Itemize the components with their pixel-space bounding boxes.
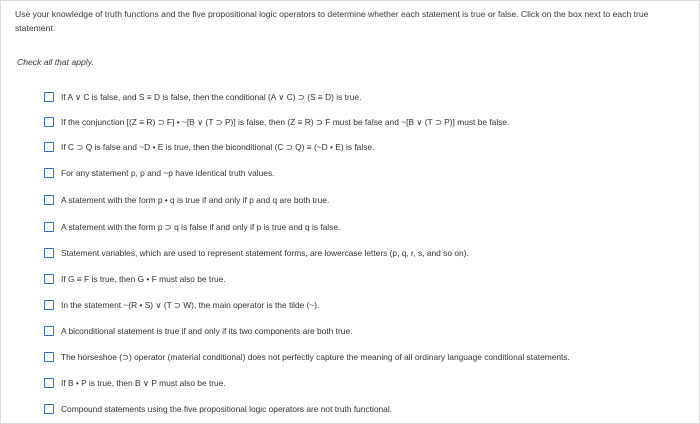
option-item[interactable] (44, 90, 361, 104)
option-item[interactable] (44, 115, 509, 129)
option-label: In the statement ~(R • S) ∨ (T ⊃ W), the main operator is the tilde (~). (61, 300, 320, 310)
option-item[interactable] (44, 402, 392, 416)
option-item[interactable] (44, 298, 319, 312)
option-label: A statement with the form p • q is true if and only if p and q are both true. (61, 195, 330, 205)
option-item[interactable] (44, 246, 469, 260)
option-item[interactable] (44, 166, 274, 180)
option-checkbox[interactable] (44, 117, 54, 127)
option-label: A biconditional statement is true if and only if its two components are both true. (61, 326, 353, 336)
option-item[interactable] (44, 376, 226, 390)
option-label: If the conjunction [(Z ≡ R) ⊃ F] • ~[B ∨ (T ⊃ P)] is false, then (Z ≡ R) ⊃ F must be false and ~[B ∨ (T ⊃ P)] must be false. (61, 117, 510, 127)
option-label: If A ∨ C is false, and S ≡ D is false, then the conditional (A ∨ C) ⊃ (S ≡ D) is true. (61, 92, 362, 102)
option-checkbox[interactable] (44, 142, 54, 152)
option-checkbox[interactable] (44, 92, 54, 102)
option-item[interactable] (44, 220, 340, 234)
option-checkbox[interactable] (44, 352, 54, 362)
option-checkbox[interactable] (44, 222, 54, 232)
option-item[interactable] (44, 193, 329, 207)
option-checkbox[interactable] (44, 326, 54, 336)
option-label: If G ≡ F is true, then G • F must also be true. (61, 274, 226, 284)
option-checkbox[interactable] (44, 195, 54, 205)
option-item[interactable] (44, 324, 352, 338)
option-checkbox[interactable] (44, 274, 54, 284)
option-label: For any statement p, p and ~p have identical truth values. (61, 168, 275, 178)
question-instructions: Use your knowledge of truth functions and the five propositional logic operators to determine whether each statement is true or false. Click on the box next to each true statement. (15, 9, 649, 33)
option-checkbox[interactable] (44, 404, 54, 414)
option-checkbox[interactable] (44, 248, 54, 258)
option-label: A statement with the form p ⊃ q is false if and only if p is true and q is false. (61, 222, 341, 232)
check-all-note: Check all that apply. (17, 57, 94, 67)
option-checkbox[interactable] (44, 168, 54, 178)
option-label: Statement variables, which are used to represent statement forms, are lowercase letters (p, q, r, s, and so on). (61, 248, 469, 258)
option-label: The horseshoe (⊃) operator (material conditional) does not perfectly capture the meaning of all ordinary language conditional statements. (61, 352, 570, 362)
option-label: If C ⊃ Q is false and ~D • E is true, then the biconditional (C ⊃ Q) ≡ (~D • E) is false. (61, 142, 375, 152)
option-label: If B • P is true, then B ∨ P must also be true. (61, 378, 226, 388)
option-checkbox[interactable] (44, 300, 54, 310)
option-item[interactable] (44, 272, 226, 286)
option-checkbox[interactable] (44, 378, 54, 388)
option-label: Compound statements using the five propositional logic operators are not truth functional. (61, 404, 393, 414)
option-item[interactable] (44, 350, 570, 364)
option-item[interactable] (44, 140, 374, 154)
